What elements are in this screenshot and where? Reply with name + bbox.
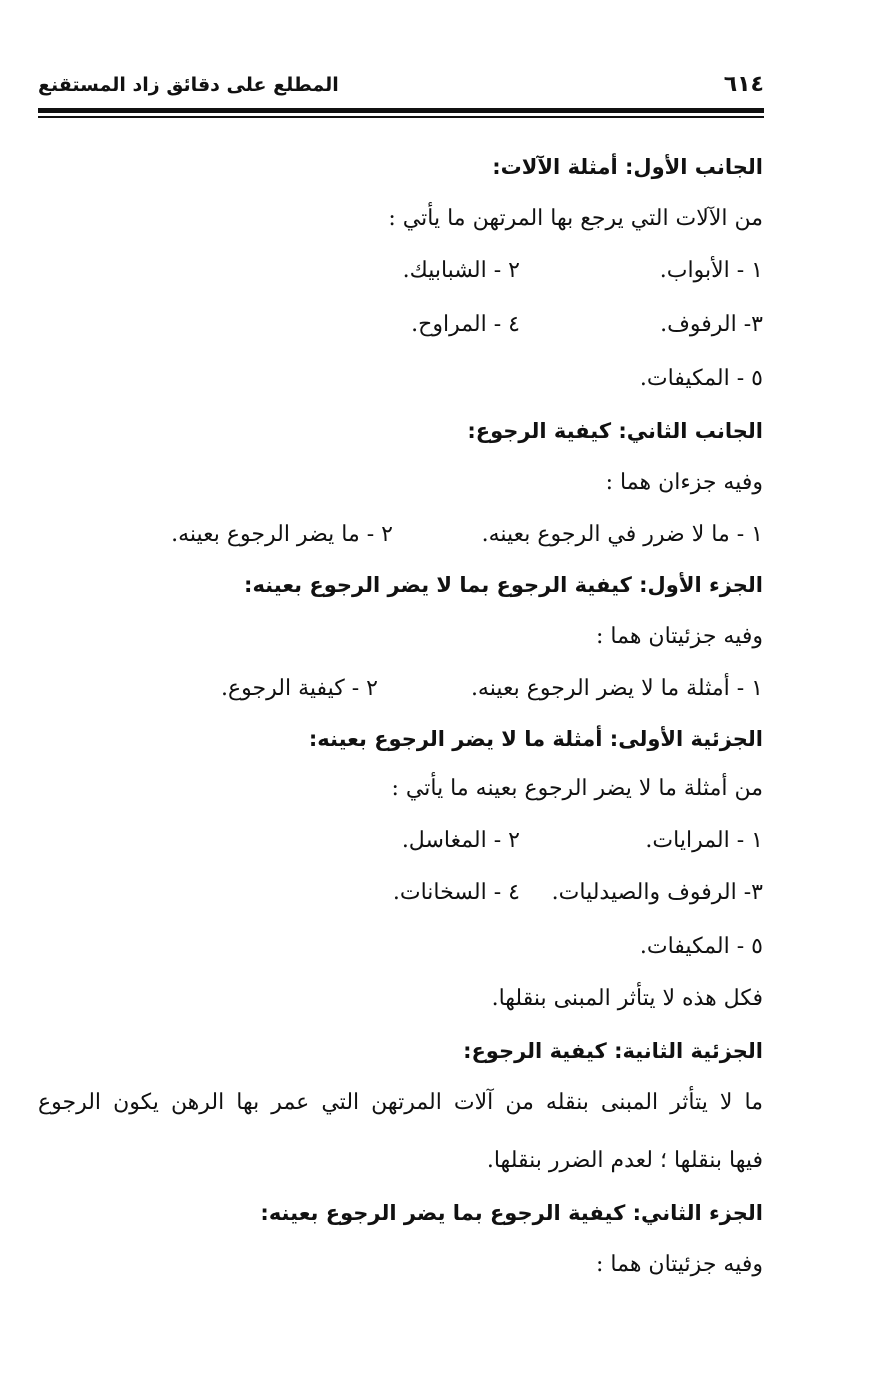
list-item: ٢ - المغاسل.	[401, 828, 520, 853]
header-rule-thick	[38, 108, 764, 113]
list-item: ٣- الرفوف والصيدليات.	[551, 880, 763, 905]
list-item: ١ - ما لا ضرر في الرجوع بعينه.	[481, 522, 763, 547]
paragraph: فيها بنقلها ؛ لعدم الضرر بنقلها.	[486, 1148, 763, 1173]
list-item: ٢ - كيفية الرجوع.	[221, 676, 378, 701]
paragraph: ما لا يتأثر المبنى بنقله من آلات المرتهن التي عمر بها الرهن يكون الرجوع	[38, 1090, 763, 1115]
section-heading: الجزء الأول: كيفية الرجوع بما لا يضر الرجوع بعينه:	[244, 573, 763, 597]
list-item: ١ - الأبواب.	[659, 258, 763, 283]
section-heading: الجزئية الثانية: كيفية الرجوع:	[463, 1039, 763, 1063]
section-heading: الجزئية الأولى: أمثلة ما لا يضر الرجوع بعينه:	[308, 727, 763, 751]
list-item: ١ - المرايات.	[645, 828, 763, 853]
list-item: ٢ - ما يضر الرجوع بعينه.	[171, 522, 393, 547]
list-item: ١ - أمثلة ما لا يضر الرجوع بعينه.	[470, 676, 763, 701]
section-heading: الجانب الأول: أمثلة الآلات:	[492, 155, 763, 179]
list-item: ٤ - المراوح.	[411, 312, 520, 337]
list-item: ٢ - الشبابيك.	[402, 258, 520, 283]
page-number: ٦١٤	[723, 72, 764, 97]
paragraph: فكل هذه لا يتأثر المبنى بنقلها.	[491, 986, 763, 1011]
running-title: المطلع على دقائق زاد المستقنع	[38, 74, 339, 96]
paragraph: من أمثلة ما لا يضر الرجوع بعينه ما يأتي :	[391, 776, 763, 801]
paragraph: وفيه جزءان هما :	[605, 470, 763, 495]
paragraph: وفيه جزئيتان هما :	[596, 624, 763, 649]
list-item: ٥ - المكيفات.	[639, 934, 763, 959]
list-item: ٣- الرفوف.	[660, 312, 763, 337]
header-rule-thin	[38, 116, 764, 118]
section-heading: الجزء الثاني: كيفية الرجوع بما يضر الرجوع بعينه:	[260, 1201, 763, 1225]
paragraph: من الآلات التي يرجع بها المرتهن ما يأتي :	[388, 206, 763, 231]
list-item: ٥ - المكيفات.	[639, 366, 763, 391]
section-heading: الجانب الثاني: كيفية الرجوع:	[467, 419, 763, 443]
list-item: ٤ - السخانات.	[392, 880, 520, 905]
page-header	[38, 72, 764, 104]
paragraph: وفيه جزئيتان هما :	[596, 1252, 763, 1277]
